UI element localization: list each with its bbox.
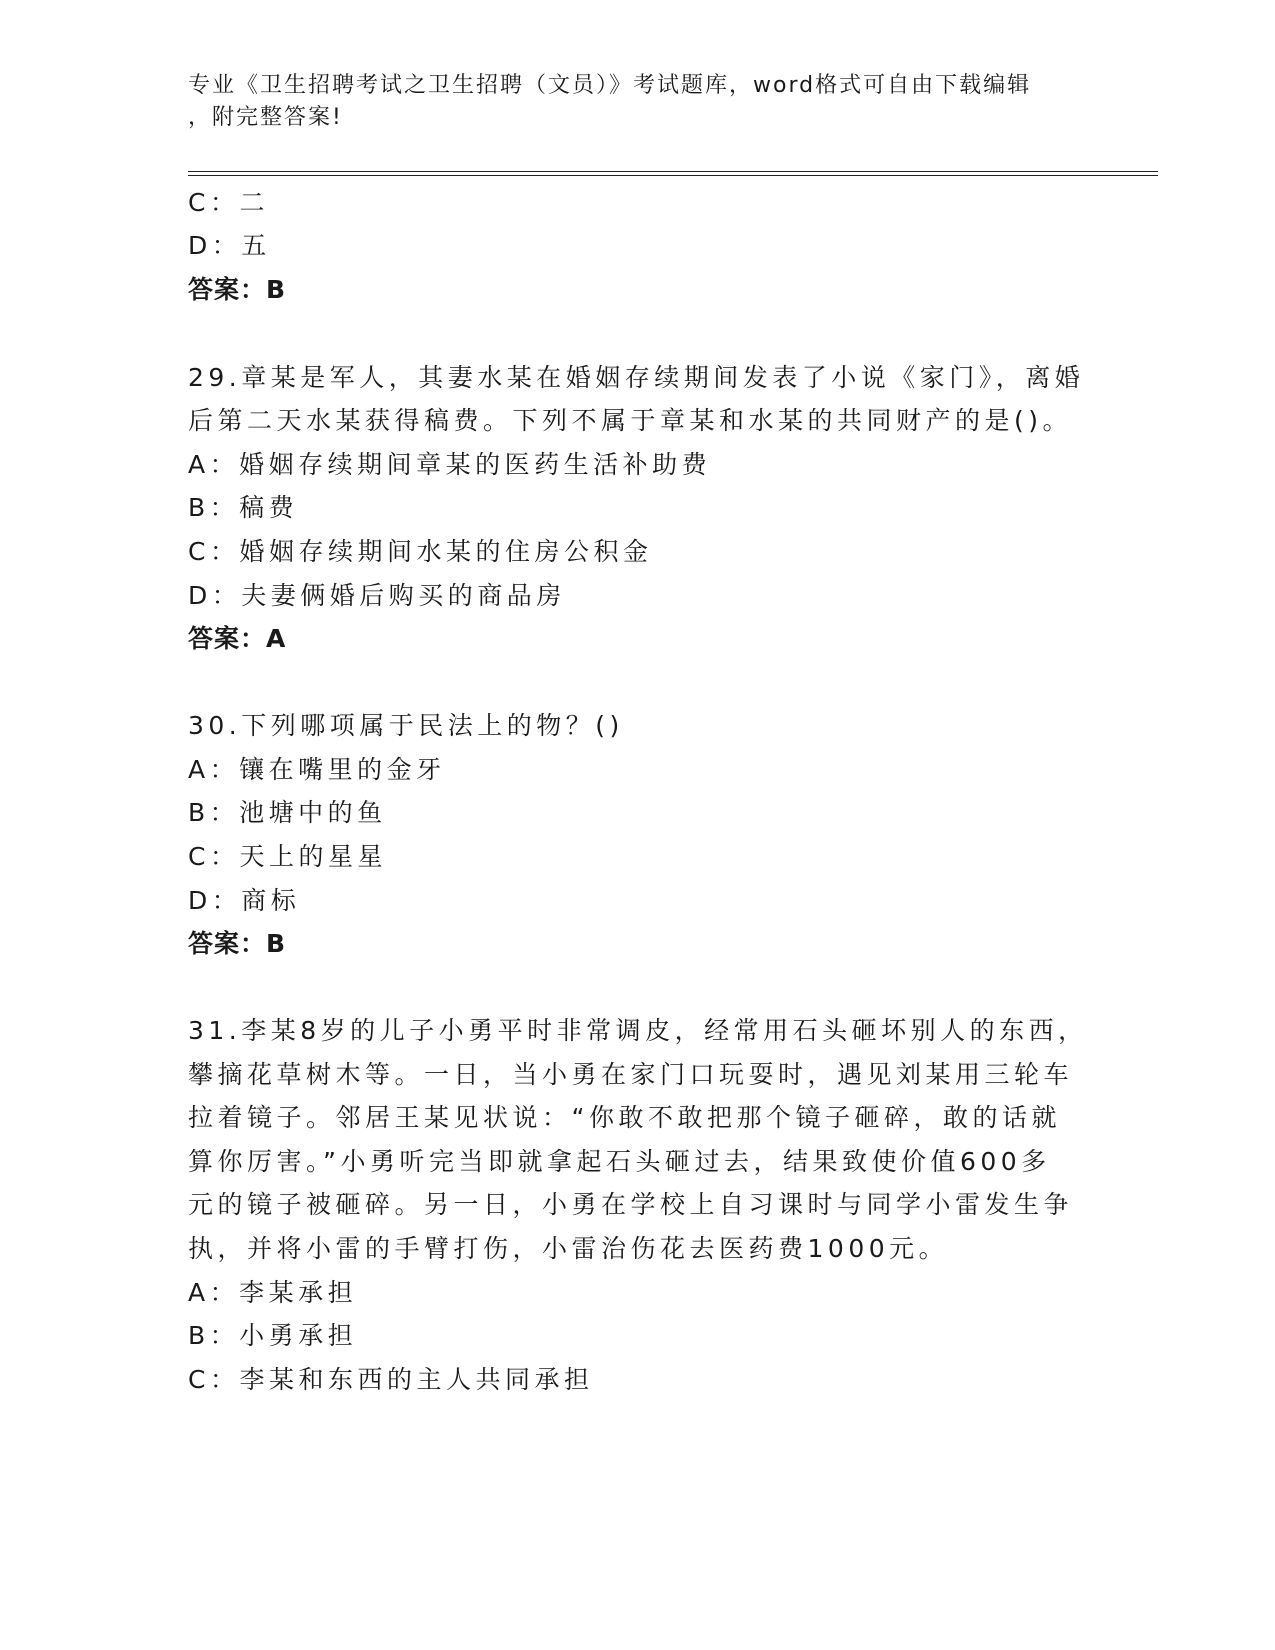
header-rule-top (188, 171, 1158, 172)
q29-stem-line-1: 29.章某是军人，其妻水某在婚姻存续期间发表了小说《家门》，离婚 (188, 363, 1085, 392)
q30-option-a: A：镶在嘴里的金牙 (188, 755, 446, 784)
q31-stem-line-2: 攀摘花草树木等。一日，当小勇在家门口玩耍时，遇见刘某用三轮车 (188, 1060, 1074, 1089)
q28-option-d: D：五 (188, 231, 271, 260)
q31-stem-line-6: 执，并将小雷的手臂打伤，小雷治伤花去医药费1000元。 (188, 1234, 949, 1263)
q31-option-b: B：小勇承担 (188, 1321, 358, 1350)
q29-option-b: B：稿费 (188, 493, 299, 522)
q28-option-c: C：二 (188, 188, 269, 217)
q31-option-c: C：李某和东西的主人共同承担 (188, 1365, 594, 1394)
q30-option-d: D：商标 (188, 886, 301, 915)
q29-answer: 答案：A (188, 624, 287, 653)
q29-option-c: C：婚姻存续期间水某的住房公积金 (188, 537, 653, 566)
header-title-line-1: 专业《卫生招聘考试之卫生招聘（文员）》考试题库，word格式可自由下载编辑 (188, 73, 1032, 98)
q31-stem-line-3: 拉着镜子。邻居王某见状说：“你敢不敢把那个镜子砸碎，敢的话就 (188, 1103, 1061, 1132)
q29-option-a: A：婚姻存续期间章某的医药生活补助费 (188, 450, 712, 479)
q31-option-a: A：李某承担 (188, 1278, 358, 1307)
q31-stem-line-4: 算你厉害。”小勇听完当即就拿起石头砸过去，结果致使价值600多 (188, 1147, 1051, 1176)
q31-stem-line-1: 31.李某8岁的儿子小勇平时非常调皮，经常用石头砸坏别人的东西， (188, 1016, 1088, 1045)
q30-stem: 30.下列哪项属于民法上的物？() (188, 711, 624, 740)
q30-option-b: B：池塘中的鱼 (188, 798, 387, 827)
q31-stem-line-5: 元的镜子被砸碎。另一日，小勇在学校上自习课时与同学小雷发生争 (188, 1190, 1074, 1219)
q29-stem-line-2: 后第二天水某获得稿费。下列不属于章某和水某的共同财产的是()。 (188, 406, 1073, 435)
q30-option-c: C：天上的星星 (188, 842, 387, 871)
header-rule-bottom (188, 175, 1158, 176)
q30-answer: 答案：B (188, 929, 287, 958)
header-title-line-2: ，附完整答案! (188, 105, 343, 130)
q29-option-d: D：夫妻俩婚后购买的商品房 (188, 581, 566, 610)
q28-answer: 答案：B (188, 275, 287, 304)
